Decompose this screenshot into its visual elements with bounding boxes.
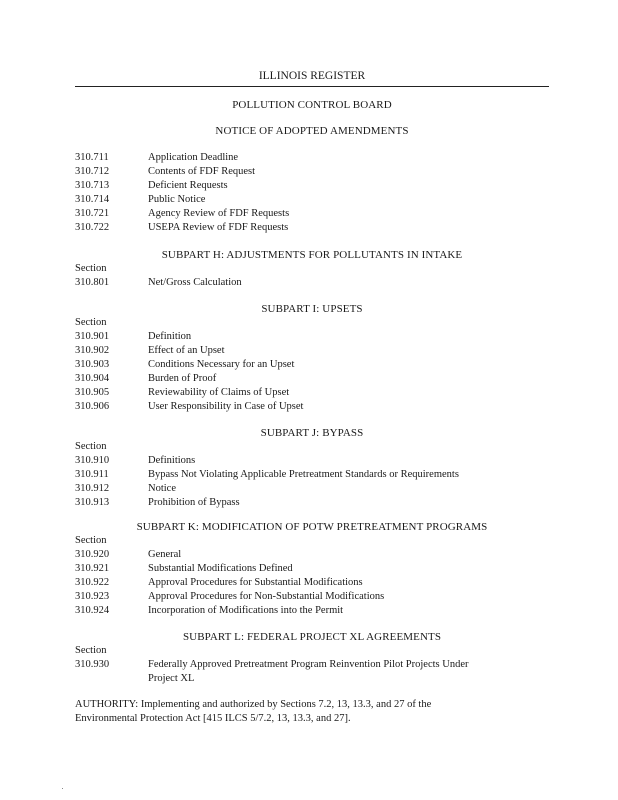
section-number: 310.722 (75, 222, 110, 233)
section-title: Approval Procedures for Substantial Modifications (148, 577, 363, 588)
section-label: Section (75, 645, 107, 656)
section-number: 310.911 (75, 469, 109, 480)
section-title: Federally Approved Pretreatment Program Reinvention Pilot Projects Under (148, 659, 469, 670)
section-title: Deficient Requests (148, 180, 228, 191)
section-title-continued: Project XL (148, 673, 195, 684)
section-title: User Responsibility in Case of Upset (148, 401, 304, 412)
section-title: Approval Procedures for Non-Substantial Modifications (148, 591, 385, 602)
section-title: Notice (148, 483, 176, 494)
section-title: Net/Gross Calculation (148, 277, 242, 288)
section-number: 310.713 (75, 180, 110, 191)
section-title: Reviewability of Claims of Upset (148, 387, 290, 398)
section-number: 310.711 (75, 152, 109, 163)
section-number: 310.923 (75, 591, 110, 602)
scan-speck (62, 788, 63, 789)
section-number: 310.910 (75, 455, 110, 466)
authority-line-2: Environmental Protection Act [415 ILCS 5/7.2, 13, 13.3, and 27]. (75, 713, 351, 724)
section-number: 310.922 (75, 577, 110, 588)
section-number: 310.901 (75, 331, 110, 342)
section-title: USEPA Review of FDF Requests (148, 222, 289, 233)
section-number: 310.913 (75, 497, 110, 508)
section-label: Section (75, 441, 107, 452)
section-title: Bypass Not Violating Applicable Pretreatment Standards or Requirements (148, 469, 459, 480)
section-title: Burden of Proof (148, 373, 217, 384)
subpart-heading: SUBPART I: UPSETS (261, 303, 363, 315)
section-title: Substantial Modifications Defined (148, 563, 293, 574)
subpart-heading: SUBPART K: MODIFICATION OF POTW PRETREATMENT PROGRAMS (136, 521, 488, 533)
section-title: Definitions (148, 455, 196, 466)
section-title: Incorporation of Modifications into the Permit (148, 605, 344, 616)
section-label: Section (75, 317, 107, 328)
section-title: Definition (148, 331, 192, 342)
board-name: POLLUTION CONTROL BOARD (232, 99, 392, 111)
section-title: Conditions Necessary for an Upset (148, 359, 295, 370)
section-label: Section (75, 535, 107, 546)
section-number: 310.904 (75, 373, 110, 384)
section-title: Application Deadline (148, 152, 239, 163)
section-number: 310.902 (75, 345, 110, 356)
header-rule (75, 86, 549, 87)
subpart-heading: SUBPART J: BYPASS (260, 427, 364, 439)
authority-line-1: AUTHORITY: Implementing and authorized by Sections 7.2, 13, 13.3, and 27 of the (75, 699, 432, 710)
section-number: 310.905 (75, 387, 110, 398)
section-number: 310.801 (75, 277, 110, 288)
section-number: 310.912 (75, 483, 110, 494)
section-number: 310.903 (75, 359, 110, 370)
section-number: 310.712 (75, 166, 110, 177)
section-title: General (148, 549, 182, 560)
section-number: 310.921 (75, 563, 110, 574)
section-number: 310.721 (75, 208, 110, 219)
subpart-heading: SUBPART H: ADJUSTMENTS FOR POLLUTANTS IN INTAKE (161, 249, 463, 261)
section-number: 310.924 (75, 605, 110, 616)
section-title: Public Notice (148, 194, 206, 205)
section-label: Section (75, 263, 107, 274)
section-title: Prohibition of Bypass (148, 497, 240, 508)
section-title: Effect of an Upset (148, 345, 225, 356)
section-number: 310.920 (75, 549, 110, 560)
section-title: Contents of FDF Request (148, 166, 256, 177)
section-number: 310.714 (75, 194, 110, 205)
subpart-heading: SUBPART L: FEDERAL PROJECT XL AGREEMENTS (182, 631, 442, 643)
section-title: Agency Review of FDF Requests (148, 208, 290, 219)
notice-title: NOTICE OF ADOPTED AMENDMENTS (215, 125, 409, 137)
register-title: ILLINOIS REGISTER (258, 70, 366, 82)
authority-paragraph (75, 698, 555, 726)
section-number: 310.930 (75, 659, 110, 670)
section-number: 310.906 (75, 401, 110, 412)
